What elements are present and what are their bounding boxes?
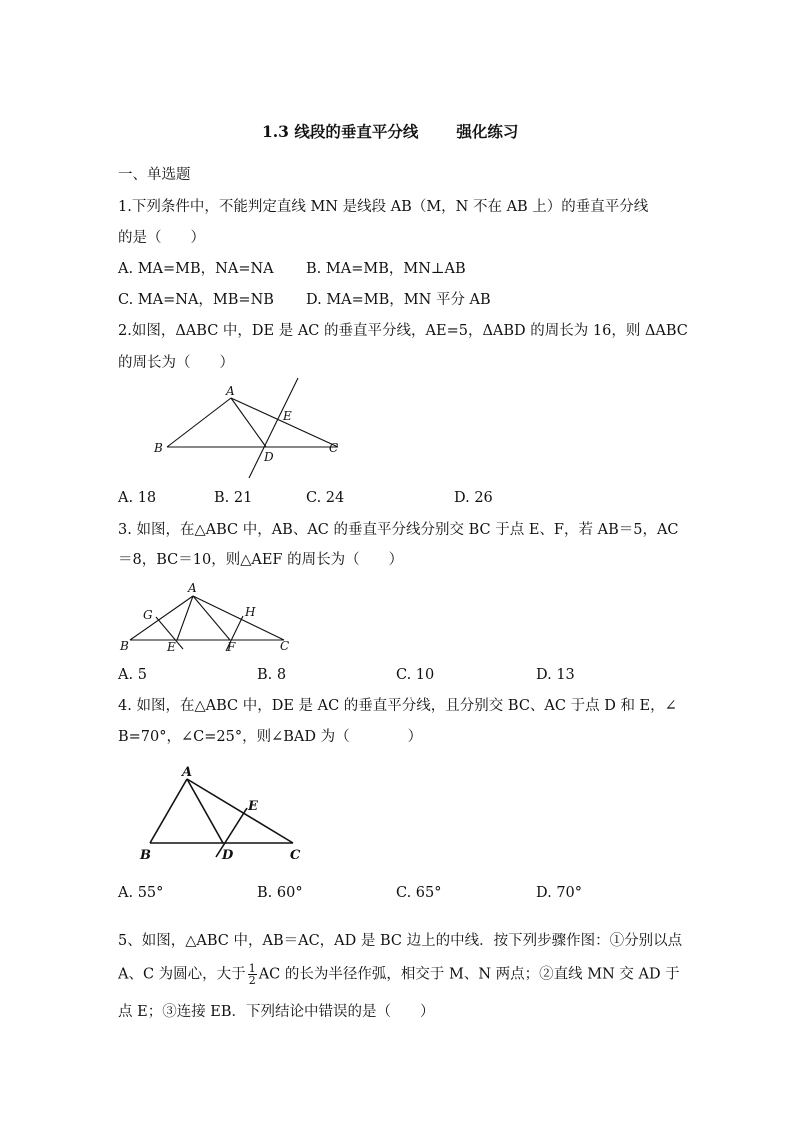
q4-segment-ad	[187, 779, 223, 843]
q2-option-d: D. 26	[454, 490, 493, 506]
q5-stem-line1: 5、如图，△ABC 中，AB＝AC，AD 是 BC 边上的中线．按下列步骤作图：①分别以点	[118, 933, 683, 949]
q1-option-a: A. MA=MB，NA=NA	[118, 261, 274, 277]
q2-label-c: C	[329, 441, 339, 455]
q4-segment-ac	[187, 779, 293, 843]
q2-figure	[167, 378, 338, 478]
q1-stem-line2: 的是（ ）	[118, 230, 205, 246]
q2-option-a: A. 18	[118, 490, 157, 506]
q5-line2-part1: A、C 为圆心，大于	[118, 966, 246, 983]
q1-option-c: C. MA=NA，MB=NB	[118, 292, 274, 308]
q3-label-h: H	[245, 605, 256, 619]
q4-option-a: A. 55°	[118, 885, 164, 901]
q1-option-b: B. MA=MB，MN⊥AB	[306, 261, 466, 277]
q2-option-b: B. 21	[214, 490, 253, 506]
q4-stem-line2: B=70°，∠C=25°，则∠BAD 为（ ）	[118, 729, 423, 745]
q3-segment-ab	[130, 596, 193, 640]
q3-option-b: B. 8	[257, 667, 287, 683]
q5-fraction	[248, 963, 257, 986]
q3-segment-ae	[177, 596, 193, 640]
q4-option-c: C. 65°	[396, 885, 442, 901]
q2-label-d: D	[264, 450, 274, 464]
q2-stem-line2: 的周长为（ ）	[118, 355, 234, 371]
q2-label-e: E	[283, 409, 292, 423]
q3-label-b: B	[120, 639, 129, 653]
q4-figure	[150, 779, 293, 857]
q4-label-e: E	[248, 799, 258, 814]
q5-stem-line3: 点 E；③连接 EB．下列结论中错误的是（ ）	[118, 1004, 435, 1020]
q3-segment-ac	[193, 596, 284, 640]
q4-stem-line1: 4. 如图，在△ABC 中，DE 是 AC 的垂直平分线，且分别交 BC、AC 于点 D 和 E，∠	[118, 698, 677, 714]
q4-label-c: C	[290, 848, 301, 863]
q3-label-f: F	[227, 640, 236, 654]
q5-fraction-denominator: 2	[248, 974, 256, 987]
title-main: 1.3 线段的垂直平分线	[262, 122, 419, 141]
q3-stem-line2: ＝8，BC＝10，则△AEF 的周长为（ ）	[118, 552, 404, 568]
q3-option-d: D. 13	[536, 667, 575, 683]
q3-segment-af	[193, 596, 230, 640]
q2-option-c: C. 24	[306, 490, 345, 506]
q4-segment-ab	[150, 779, 187, 843]
q3-figure	[130, 596, 284, 651]
title-sub: 强化练习	[456, 122, 519, 141]
q2-stem-line1: 2.如图，ΔABC 中，DE 是 AC 的垂直平分线，AE=5，ΔABD 的周长为 16，则 ΔABC	[118, 323, 688, 339]
q4-option-b: B. 60°	[257, 885, 303, 901]
q5-stem-line2	[118, 963, 680, 986]
q1-option-d: D. MA=MB，MN 平分 AB	[306, 292, 491, 308]
q1-stem-line1: 1.下列条件中，不能判定直线 MN 是线段 AB（M，N 不在 AB 上）的垂直平分线	[118, 199, 649, 215]
q5-line2-part2: AC 的长为半径作弧，相交于 M、N 两点；②直线 MN 交 AD 于	[258, 966, 680, 983]
q3-stem-line1: 3. 如图，在△ABC 中，AB、AC 的垂直平分线分别交 BC 于点 E、F，若 AB＝5，AC	[118, 522, 679, 538]
q3-label-e: E	[167, 640, 176, 654]
q3-option-c: C. 10	[396, 667, 435, 683]
q2-segment-ad	[231, 398, 266, 447]
q5-fraction-numerator: 1	[248, 962, 256, 975]
q4-label-d: D	[222, 848, 234, 863]
q2-segment-ab	[167, 398, 231, 447]
q4-label-b: B	[140, 848, 151, 863]
q3-option-a: A. 5	[118, 667, 147, 683]
q2-label-b: B	[154, 441, 163, 455]
q4-label-a: A	[182, 765, 193, 780]
q3-label-c: C	[280, 639, 290, 653]
q4-option-d: D. 70°	[536, 885, 583, 901]
q3-label-a: A	[188, 581, 197, 595]
q2-label-a: A	[226, 384, 235, 398]
q3-label-g: G	[143, 608, 153, 622]
section-heading: 一、单选题	[118, 167, 191, 183]
